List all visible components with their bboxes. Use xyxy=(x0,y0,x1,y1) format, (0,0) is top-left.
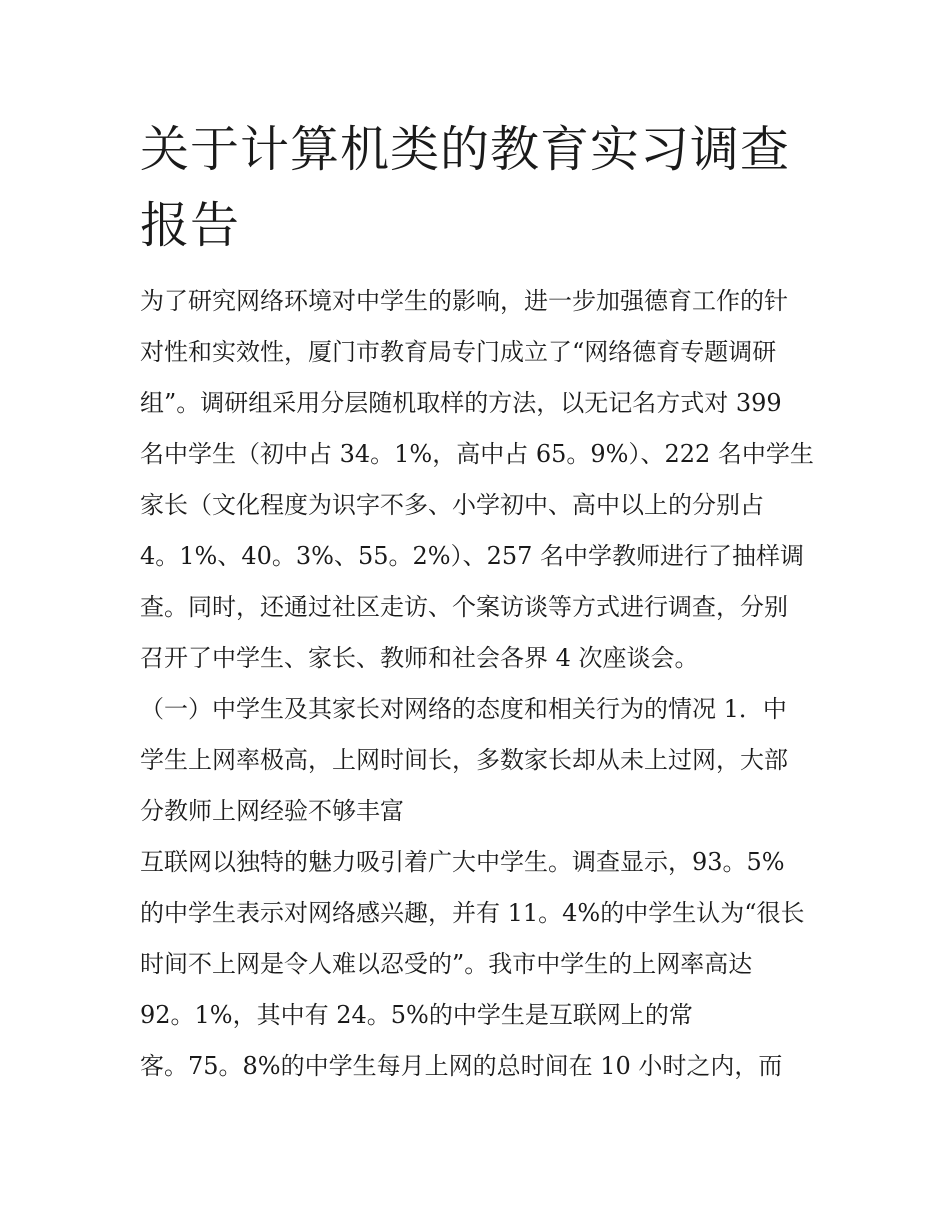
body-line: 的中学生表示对网络感兴趣，并有 11。4%的中学生认为“很长 xyxy=(140,899,805,927)
document-title xyxy=(140,112,820,264)
body-line: 召开了中学生、家长、教师和社会各界 4 次座谈会。 xyxy=(140,644,699,672)
body-line: 家长（文化程度为识字不多、小学初中、高中以上的分别占 xyxy=(140,491,764,519)
body-line: 时间不上网是令人难以忍受的”。我市中学生的上网率高达 xyxy=(140,950,753,978)
body-line: 查。同时，还通过社区走访、个案访谈等方式进行调查，分别 xyxy=(140,593,788,621)
body-line: 为了研究网络环境对中学生的影响，进一步加强德育工作的针 xyxy=(140,287,788,315)
section-heading-line: （一）中学生及其家长对网络的态度和相关行为的情况 1．中 xyxy=(140,695,787,723)
section-heading-line: 学生上网率极高，上网时间长，多数家长却从未上过网，大部 xyxy=(140,746,788,774)
body-line: 客。75。8%的中学生每月上网的总时间在 10 小时之内，而 xyxy=(140,1052,783,1080)
body-line: 组”。调研组采用分层随机取样的方法，以无记名方式对 399 xyxy=(140,389,782,417)
title-line: 关于计算机类的教育实习调查 xyxy=(140,121,791,178)
section-heading-line: 分教师上网经验不够丰富 xyxy=(140,797,404,825)
document-body xyxy=(140,276,820,1092)
body-line: 互联网以独特的魅力吸引着广大中学生。调查显示，93。5% xyxy=(140,848,785,876)
title-line: 报告 xyxy=(140,197,241,254)
body-line: 92。1%，其中有 24。5%的中学生是互联网上的常 xyxy=(140,1001,693,1029)
body-line: 对性和实效性，厦门市教育局专门成立了“网络德育专题调研 xyxy=(140,338,777,366)
body-line: 名中学生（初中占 34。1%，高中占 65。9%）、222 名中学生 xyxy=(140,440,814,468)
body-line: 4。1%、40。3%、55。2%）、257 名中学教师进行了抽样调 xyxy=(140,542,805,570)
